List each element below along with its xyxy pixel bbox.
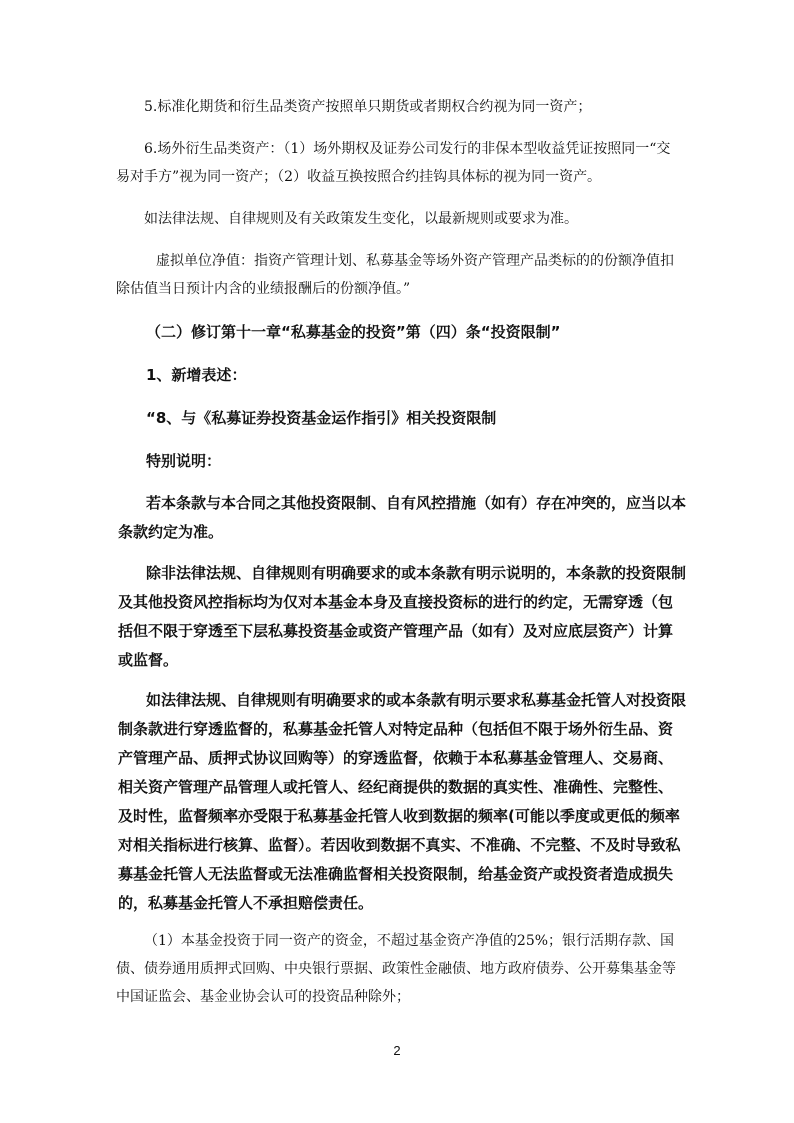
paragraph-item-5: 5.标准化期货和衍生品类资产按照单只期货或者期权合约视为同一资产； [144, 99, 592, 115]
subsection-heading: 1、新增表述： [146, 366, 247, 384]
paragraph-look-through-supervision: 如法律法规、自律规则有明确要求的或本条款有明示要求私募基金托管人对投资限制条款进行穿透监督的，私募基金托管人对特定品种（包括但不限于场外衍生品、资产管理产品、质押式协议回购等）的穿透监督，依赖于本私募基金管理人、交易商、相关资产管理产品管理人或托管人、经纪商提供的数据的真实性、准确性、完整性、及时性，监督频率亦受限于私募基金托管人收到数据的频率(可能以季度或更低的频率对相关指标进行核算、监督）。若因收到数据不真实、不准确、不完整、不及时导致私募基金托管人无法监督或无法准确监督相关投资限制，给基金资产或投资者造成损失的，私募基金托管人不承担赔偿责任。 [118, 691, 687, 912]
paragraph-virtual-nav-definition: 虚拟单位净值：指资产管理计划、私募基金等场外资产管理产品类标的的份额净值扣除估值当日预计内含的业绩报酬后的份额净值。” [116, 253, 674, 297]
page-number: 2 [393, 1043, 401, 1058]
clause-title: “8、与《私募证券投资基金运作指引》相关投资限制 [146, 409, 497, 427]
special-note-label: 特别说明： [146, 452, 222, 470]
section-heading: （二）修订第十一章“私募基金的投资”第（四）条“投资限制” [146, 323, 561, 341]
paragraph-conflict-priority: 若本条款与本合同之其他投资限制、自有风控措施（如有）存在冲突的，应当以本条款约定为准。 [118, 494, 687, 541]
paragraph-item-6: 6.场外衍生品类资产：（1）场外期权及证券公司发行的非保本型收益凭证按照同一“交易对手方”视为同一资产；（2）收益互换按照合约挂钩具体标的视为同一资产。 [116, 141, 671, 185]
paragraph-limit-1: （1）本基金投资于同一资产的资金，不超过基金资产净值的25%；银行活期存款、国债、债券通用质押式回购、中央银行票据、政策性金融债、地方政府债券、公开募集基金等中国证监会、基金业协会认可的投资品种除外； [116, 933, 676, 1005]
paragraph-regulation-note: 如法律法规、自律规则及有关政策发生变化，以最新规则或要求为准。 [144, 211, 578, 227]
paragraph-no-look-through: 除非法律法规、自律规则有明确要求的或本条款有明示说明的，本条款的投资限制及其他投资风控指标均为仅对本基金本身及直接投资标的进行的约定，无需穿透（包括但不限于穿透至下层私募投资基金或资产管理产品（如有）及对应底层资产）计算或监督。 [118, 564, 687, 669]
